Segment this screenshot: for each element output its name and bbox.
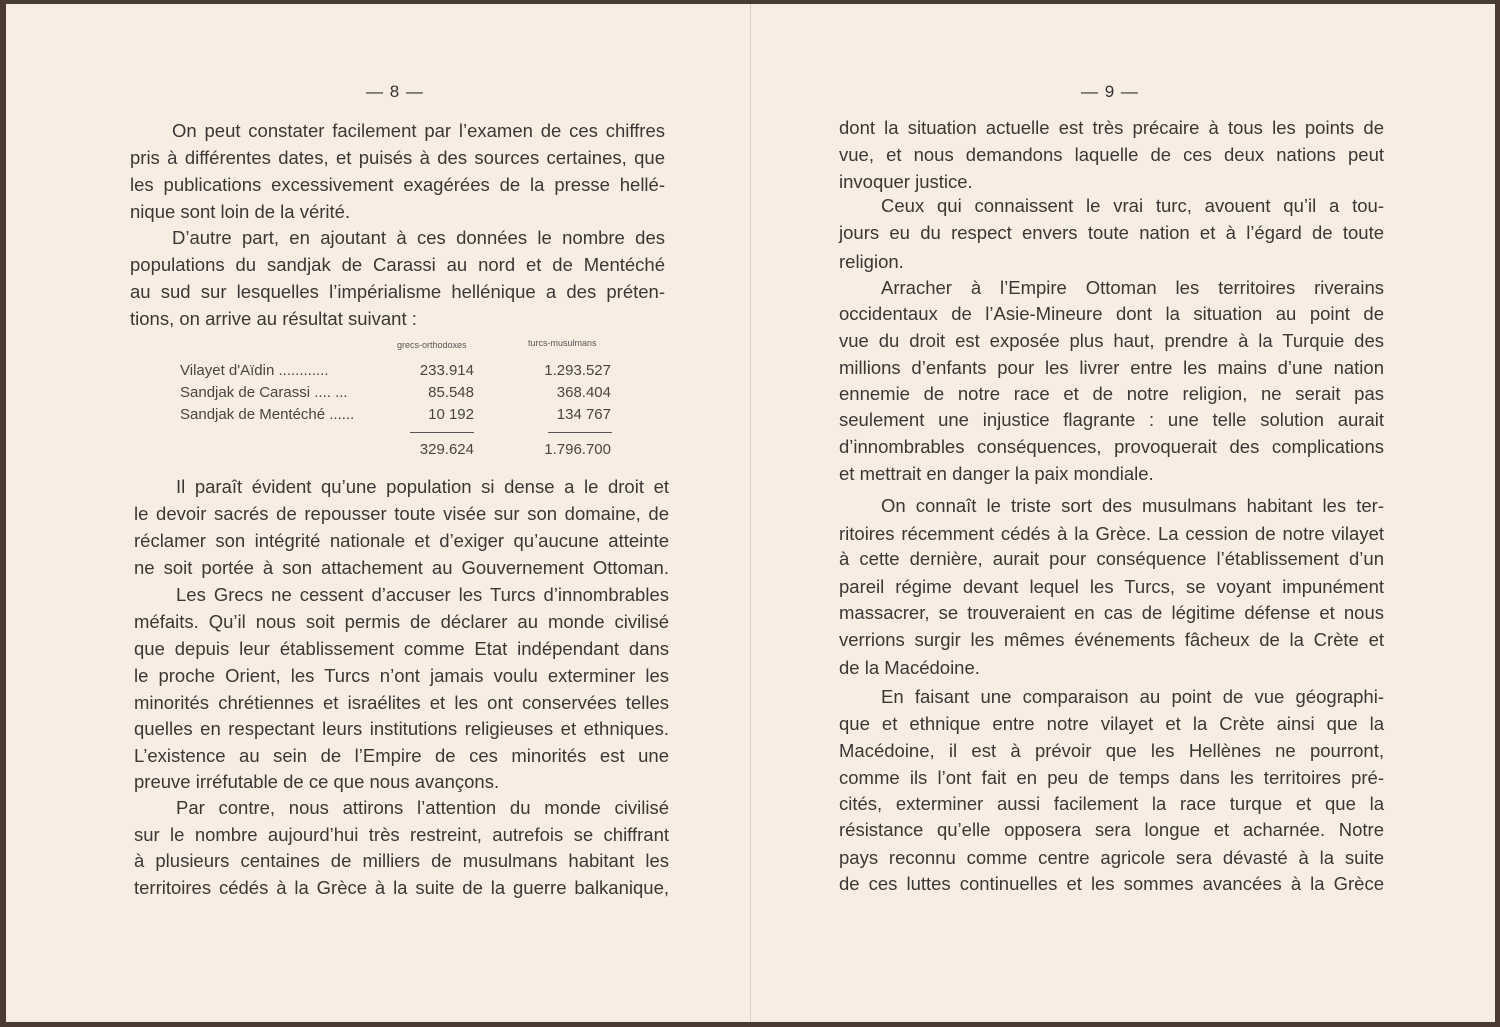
table-cell-label: Sandjak de Mentéché ...... [180, 406, 355, 423]
text-line: massacrer, se trouveraient en cas de légitime défense et nous [839, 602, 1384, 623]
text-line: de ces luttes continuelles et les sommes avancées à la Grèce [839, 873, 1384, 894]
text-line: En faisant une comparaison au point de vue géographi- [881, 686, 1384, 707]
text-line: L’existence au sein de l’Empire de ces minorités est une [134, 745, 669, 766]
text-line: Il paraît évident qu’une population si dense a le droit et [176, 476, 669, 497]
text-line: territoires cédés à la Grèce à la suite de la guerre balkanique, [134, 877, 669, 898]
text-line: méfaits. Qu’il nous soit permis de déclarer au monde civilisé [134, 611, 669, 632]
text-line: invoquer justice. [839, 171, 973, 192]
text-line: ritoires récemment cédés à la Grèce. La cession de notre vilayet [839, 523, 1384, 544]
column-header-turk: turcs-musulmans [528, 338, 597, 348]
text-line: Ceux qui connaissent le vrai turc, avouent qu’il a tou- [881, 195, 1384, 216]
text-line: On connaît le triste sort des musulmans habitant les ter- [881, 495, 1384, 516]
table-cell-turk: 1.293.527 [544, 362, 611, 379]
text-line: Macédoine, il est à prévoir que les Hellènes ne pourront, [839, 740, 1384, 761]
text-line: réclamer son intégrité nationale et d’exiger qu’aucune atteinte [134, 530, 669, 551]
text-line: les publications excessivement exagérées de la presse hellé- [130, 174, 665, 195]
text-line: preuve irréfutable de ce que nous avançons. [134, 771, 500, 792]
text-line: Les Grecs ne cessent d’accuser les Turcs d’innombrables [176, 584, 669, 605]
text-line: seulement une injustice flagrante : une telle solution aurait [839, 409, 1384, 430]
text-line: verrions surgir les mêmes événements fâcheux de la Crète et [839, 629, 1384, 650]
text-line: quelles en respectant leurs institutions religieuses et ethniques. [134, 718, 669, 739]
text-line: minorités chrétiennes et israélites et les ont conservées telles [134, 692, 669, 713]
text-line: nique sont loin de la vérité. [130, 201, 351, 222]
text-line: à plusieurs centaines de milliers de musulmans habitant les [134, 850, 669, 871]
table-cell-turk: 134 767 [556, 406, 611, 423]
table-cell-label: Sandjak de Carassi .... ... [180, 384, 348, 401]
page-number: — 9 — [1081, 82, 1139, 101]
text-line: dont la situation actuelle est très précaire à tous les points de [839, 117, 1384, 138]
text-line: vue, et nous demandons laquelle de ces deux nations peut [839, 144, 1384, 165]
text-line: le devoir sacrés de repousser toute visée sur son domaine, de [134, 503, 669, 524]
text-line: On peut constater facilement par l’examen de ces chiffres [172, 120, 665, 141]
text-line: D’autre part, en ajoutant à ces données le nombre des [172, 227, 665, 248]
total-greek: 329.624 [419, 441, 474, 458]
text-line: Par contre, nous attirons l’attention du monde civilisé [176, 797, 669, 818]
text-line: vue du droit est exposée plus haut, prendre à la Turquie des [839, 330, 1384, 351]
text-line: résistance qu’elle opposera sera longue et acharnée. Notre [839, 819, 1384, 840]
text-line: jours eu du respect envers toute nation et à l’égard de toute [839, 222, 1384, 243]
text-line: cités, exterminer aussi facilement la race turque et que la [839, 793, 1384, 814]
text-line: tions, on arrive au résultat suivant : [130, 308, 417, 329]
table-cell-greek: 10 192 [428, 406, 474, 423]
text-line: que depuis leur établissement comme Etat indépendant dans [134, 638, 669, 659]
sum-rule [548, 432, 612, 433]
sum-rule [410, 432, 474, 433]
text-line: ennemie de notre race et de notre religion, ne serait pas [839, 383, 1384, 404]
column-header-greek: grecs-orthodoxes [397, 340, 467, 350]
text-line: millions d’enfants pour les livrer entre les mains d’une nation [839, 357, 1384, 378]
text-line: religion. [839, 251, 904, 272]
table-cell-turk: 368.404 [556, 384, 611, 401]
text-line: pays reconnu comme centre agricole sera dévasté à la suite [839, 847, 1384, 868]
left-page [6, 4, 751, 1022]
text-line: sur le nombre aujourd’hui très restreint, autrefois se chiffrant [134, 824, 669, 845]
text-line: le proche Orient, les Turcs n’ont jamais voulu exterminer les [134, 665, 669, 686]
text-line: pareil régime devant lequel les Turcs, se voyant impunément [839, 576, 1384, 597]
text-line: que et ethnique entre notre vilayet et la Crète ainsi que la [839, 713, 1384, 734]
text-line: à cette dernière, aurait pour conséquence l’établissement d’un [839, 548, 1384, 569]
text-line: comme ils l’ont fait en peu de temps dans les territoires pré- [839, 767, 1384, 788]
text-line: pris à différentes dates, et puisés à des sources certaines, que [130, 147, 665, 168]
text-line: et mettrait en danger la paix mondiale. [839, 463, 1154, 484]
text-line: Arracher à l’Empire Ottoman les territoires riverains [881, 277, 1384, 298]
text-line: occidentaux de l’Asie-Mineure dont la situation au point de [839, 303, 1384, 324]
right-page [751, 4, 1495, 1022]
table-cell-greek: 233.914 [419, 362, 474, 379]
text-line: d’innombrables conséquences, provoquerait des complications [839, 436, 1384, 457]
text-line: populations du sandjak de Carassi au nord et de Mentéché [130, 254, 665, 275]
text-line: au sud sur lesquelles l’impérialisme hellénique a des préten- [130, 281, 665, 302]
table-cell-label: Vilayet d'Aïdin ............ [180, 362, 329, 379]
text-line: ne soit portée à son attachement au Gouvernement Ottoman. [134, 557, 669, 578]
text-line: de la Macédoine. [839, 657, 980, 678]
total-turk: 1.796.700 [544, 441, 611, 458]
page-number: — 8 — [366, 82, 424, 101]
table-cell-greek: 85.548 [428, 384, 474, 401]
